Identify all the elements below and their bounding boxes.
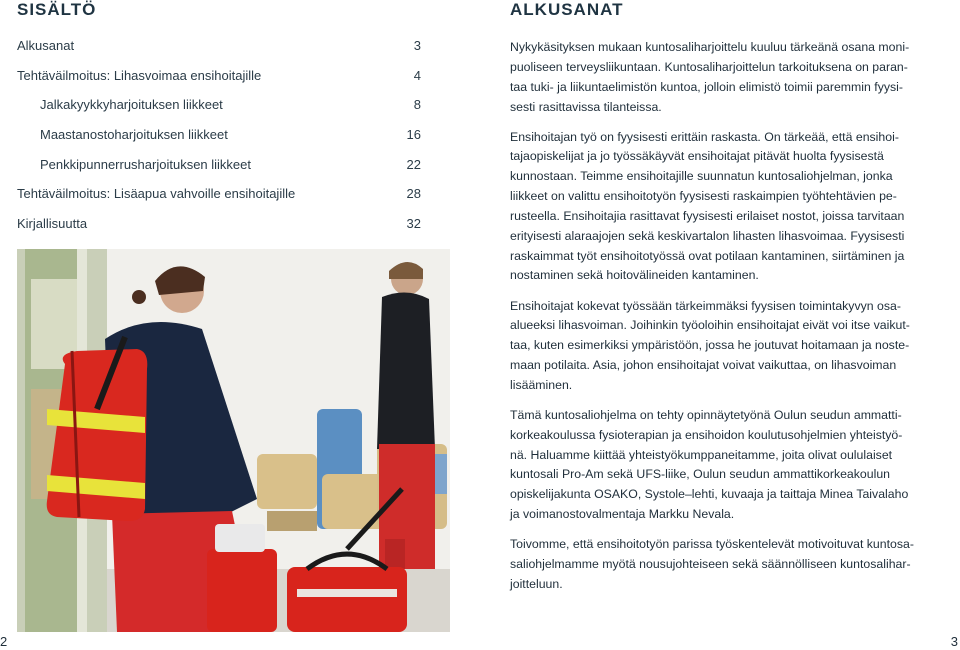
text-line: joitteluun. [510,576,563,591]
foreword-paragraph [510,535,946,595]
toc-entry-label: Jalkakyykkyharjoituksen liikkeet [40,97,223,113]
toc-entry[interactable] [17,149,421,179]
toc-entry-page: 3 [413,38,421,54]
text-line: Tämä kuntosaliohjelma on tehty opinnäytetyönä Oulun seudun ammatti- [510,407,902,422]
toc-entry-page: 4 [413,67,421,83]
toc-entry-page: 22 [406,156,421,172]
text-line: nostaminen sekä hoitovälineiden kantaminen. [510,268,759,283]
text-line: liikkeet on valittu ensihoitotyön fyysisesti raskaimpien työhtehtävien pe- [510,189,897,204]
toc-entry-page: 28 [406,186,421,202]
toc-entry[interactable] [17,61,421,91]
text-line: kuntosali Pro-Am sekä UFS-liike, Oulun seudun ammattikorkeakoulun [510,467,891,482]
text-line: opiskelijakunta OSAKO, Systole–lehti, kuvaaja ja taittaja Minea Taivalaho [510,487,909,502]
text-line: taa tuki- ja liikuntaelimistön kuntoa, jolloin elimistö toimii paremmin fyysi- [510,79,903,94]
toc-entry-label: Tehtäväilmoitus: Lisäapua vahvoille ensihoitajille [17,186,296,202]
foreword-title: ALKUSANAT [510,0,624,19]
toc-entry-label: Alkusanat [17,38,75,54]
toc-entry[interactable] [17,120,421,150]
text-line: puoliseen terveysliikuntaan. Kuntosaliharjoittelun tarkoituksena on paran- [510,59,908,74]
text-line: raskaimmat työt ensihoitotyössä ovat potilaan kantaminen, siirtäminen ja [510,248,905,263]
text-line: Ensihoitajan työ on fyysisesti erittäin raskasta. On tärkeää, että ensihoi- [510,129,899,144]
text-line: saliohjelmamme myötä nousujohteiseen sekä säännölliseen kuntosalihar- [510,557,911,571]
paramedics-photo [17,249,450,632]
foreword-paragraph [510,297,946,396]
toc-entry-label: Penkkipunnerrusharjoituksen liikkeet [40,156,252,172]
text-line: Nykykäsityksen mukaan kuntosaliharjoittelu kuuluu tärkeänä osana moni- [510,40,910,54]
text-line: kunnostaan. Teimme ensihoitajille suunnatun kuntosaliohjelman, jonka [510,169,893,184]
page-number: 3 [950,634,958,649]
text-line: taa, kuten esimerkiksi ympäristöön, jossa he joutuvat hoitamaan ja noste- [510,338,910,353]
toc-entry[interactable] [17,209,421,239]
foreword-paragraph [510,38,946,117]
toc-entry-page: 32 [406,215,421,231]
text-line: rusteella. Ensihoitajia rasittavat fyysisesti erilaiset nostot, joissa tarvitaan [510,208,905,223]
foreword-body [510,38,946,605]
text-line: sesti rasittavissa tilanteissa. [510,99,662,114]
right-page [480,0,960,650]
text-line: ja voimanostovalmentaja Markku Nevala. [510,507,735,522]
table-of-contents [17,31,421,238]
text-line: Toivomme, että ensihoitotyön parissa työskentelevät motivoituvat kuntosa- [510,537,914,552]
text-line: tajaopiskelijat ja jo työssäkäyvät ensihoitajat pitävät huolta fyysisestä [510,149,884,164]
text-line: erityisesti alaraajojen sekä keskivartalon lihasten lihasvoimaa. Fyysisesti [510,228,905,243]
toc-entry-page: 8 [413,97,421,113]
foreword-paragraph [510,128,946,287]
foreword-paragraph [510,406,946,525]
text-line: nä. Haluamme kiittää yhteistyökumppaneitamme, joita olivat oululaiset [510,447,893,462]
toc-entry[interactable] [17,90,421,120]
toc-entry[interactable] [17,31,421,61]
text-line: lisääminen. [510,377,573,392]
page-number: 2 [0,634,8,649]
toc-entry-page: 16 [406,127,421,143]
text-line: Ensihoitajat kokevat työssään tärkeimmäksi fyysisen toimintakyvyn osa- [510,298,901,313]
text-line: maan potilaita. Asia, johon ensihoitajat voivat vaikuttaa, on lihasvoiman [510,358,897,373]
toc-entry-label: Tehtäväilmoitus: Lihasvoimaa ensihoitajille [17,67,262,83]
toc-entry[interactable] [17,179,421,209]
paramedics-photo-illustration [17,249,450,632]
toc-title: SISÄLTÖ [17,0,97,19]
toc-entry-label: Kirjallisuutta [17,215,88,231]
toc-entry-label: Maastanostoharjoituksen liikkeet [40,127,228,143]
text-line: alueeksi lihasvoiman. Joihinkin työoloihin ensihoitajat eivät voi itse vaikut- [510,318,910,333]
text-line: korkeakoulussa fysioterapian ja ensihoidon koulutusohjelmien yhteistyö- [510,427,903,442]
